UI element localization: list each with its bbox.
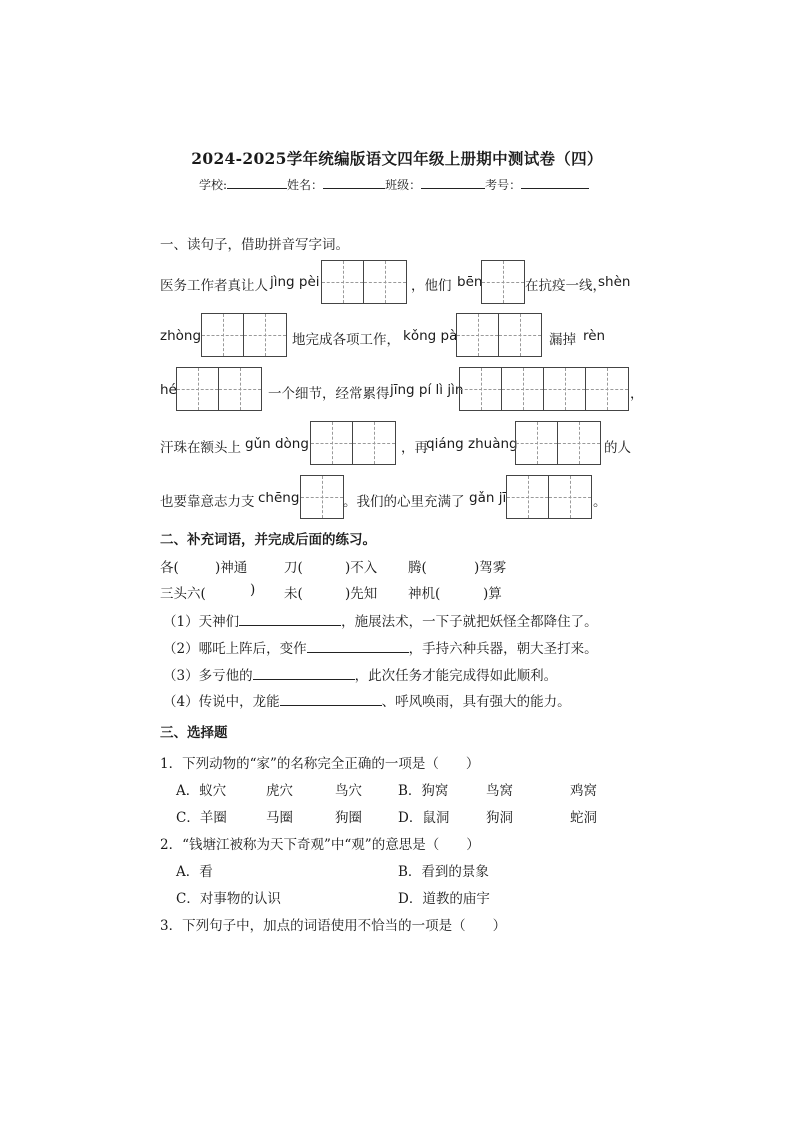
s1-text: ，再 (401, 440, 428, 456)
pinyin: gǔn dòng (245, 436, 309, 452)
name-label: 姓名： (287, 178, 324, 192)
class-blank[interactable] (421, 176, 485, 189)
option-c[interactable]: C．羊圈 (176, 810, 227, 826)
option-d[interactable]: D．鼠洞 (398, 810, 450, 826)
answer-blank[interactable] (280, 692, 382, 706)
option-a[interactable]: A．蚁穴 (176, 783, 227, 799)
exam-no-label: 考号： (485, 178, 522, 192)
pinyin: jīng pí lì jìn (390, 382, 464, 398)
choice-q1: 1．下列动物的“家”的名称完全正确的一项是（ ） (160, 756, 480, 772)
school-blank[interactable] (227, 176, 287, 189)
option-a: 鸟穴 (335, 783, 362, 799)
s1-text: ，他们 (411, 278, 452, 294)
idiom-part: )不入 (345, 560, 378, 576)
idiom-part: 腾( (408, 560, 427, 576)
s1-text: 也要靠意志力支 (160, 494, 255, 510)
page-title: 2024-2025学年统编版语文四年级上册期中测试卷（四） (191, 149, 603, 168)
char-grid[interactable] (321, 260, 407, 304)
s1-text: 医务工作者真让人 (160, 278, 268, 294)
option-a: 虎穴 (266, 783, 293, 799)
option-b[interactable]: B．狗窝 (398, 783, 449, 799)
char-grid[interactable] (310, 421, 396, 465)
option-d: 狗洞 (486, 810, 513, 826)
pinyin: zhòng (160, 328, 202, 344)
exercise-q2: （2）哪吒上阵后，变作 ，手持六种兵器，朝大圣打来。 (163, 641, 598, 657)
char-grid[interactable] (201, 313, 287, 357)
exercise-q3: （3）多亏他的 ，此次任务才能完成得如此顺利。 (163, 668, 558, 684)
idiom-part: 刀( (284, 560, 303, 576)
option-b: 鸡窝 (570, 783, 597, 799)
option-c: 狗圈 (335, 810, 362, 826)
answer-blank[interactable] (239, 612, 341, 626)
exercise-q4: （4）传说中，龙能 、呼风唤雨，具有强大的能力。 (163, 694, 571, 710)
idiom-part: 未( (284, 586, 303, 602)
idiom-part: 神机( (408, 586, 441, 602)
pinyin: shèn (598, 274, 631, 290)
option-b[interactable]: B．看到的景象 (398, 864, 489, 880)
option-b: 鸟窝 (486, 783, 513, 799)
s1-text: 汗珠在额头上 (160, 440, 241, 456)
idiom-part: )神通 (215, 560, 248, 576)
idiom-part: )先知 (345, 586, 378, 602)
idiom-part: 三头六( (160, 586, 206, 602)
s1-text: 。我们的心里充满了 (343, 494, 465, 510)
idiom-part: )驾雾 (474, 560, 507, 576)
option-a[interactable]: A．看 (176, 864, 213, 880)
exam-no-blank[interactable] (521, 176, 589, 189)
pinyin: hé (160, 382, 177, 398)
info-line (199, 176, 589, 193)
char-grid[interactable] (506, 475, 592, 519)
option-c[interactable]: C．对事物的认识 (176, 891, 281, 907)
answer-blank[interactable] (253, 666, 355, 680)
idiom-part: )算 (483, 586, 502, 602)
section3-heading: 三、选择题 (160, 725, 228, 741)
school-label: 学校: (199, 178, 228, 192)
s1-text: ， (630, 386, 644, 402)
class-label: 班级： (385, 178, 422, 192)
pinyin: bēn (457, 274, 483, 290)
option-c: 马圈 (266, 810, 293, 826)
s1-text: 。 (593, 494, 607, 510)
option-d[interactable]: D．道教的庙宇 (398, 891, 490, 907)
pinyin: jìng pèi (270, 274, 320, 290)
char-grid[interactable] (300, 475, 344, 519)
pinyin: rèn (583, 328, 606, 344)
char-grid[interactable] (481, 260, 525, 304)
s1-text: 地完成各项工作， (292, 332, 400, 348)
section1-heading: 一、读句子，借助拼音写字词。 (160, 237, 349, 253)
choice-q2: 2．“钱塘江被称为天下奇观”中“观”的意思是（ ） (160, 837, 480, 853)
pinyin: gǎn jī (469, 490, 507, 506)
pinyin: kǒng pà (403, 328, 458, 344)
s1-text: 的人 (604, 440, 631, 456)
answer-blank[interactable] (307, 639, 409, 653)
idiom-part: ) (250, 582, 256, 598)
char-grid[interactable] (459, 367, 629, 411)
choice-q3: 3．下列句子中，加点的词语使用不恰当的一项是（ ） (160, 918, 507, 934)
char-grid[interactable] (456, 313, 542, 357)
pinyin: qiáng zhuàng (426, 436, 518, 452)
name-blank[interactable] (323, 176, 385, 189)
pinyin: chēng (258, 490, 300, 506)
char-grid[interactable] (176, 367, 262, 411)
s1-text: 漏掉 (549, 332, 576, 348)
s1-text: 在抗疫一线， (525, 278, 606, 294)
section2-heading: 二、补充词语，并完成后面的练习。 (160, 532, 376, 548)
exercise-q1: （1）天神们 ，施展法术，一下子就把妖怪全都降住了。 (163, 614, 598, 630)
s1-text: 一个细节，经常累得 (268, 386, 390, 402)
idiom-part: 各( (160, 560, 179, 576)
option-d: 蛇洞 (570, 810, 597, 826)
char-grid[interactable] (515, 421, 601, 465)
